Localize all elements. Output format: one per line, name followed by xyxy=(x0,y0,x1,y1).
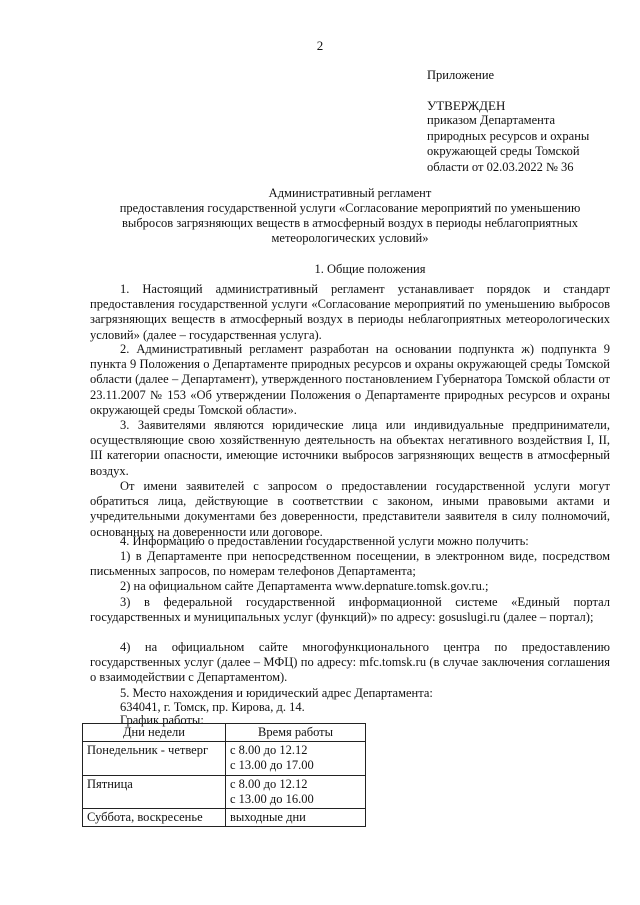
table-cell-day: Пятница xyxy=(83,775,226,808)
table-header-cell: Дни недели xyxy=(83,724,226,742)
table-cell-time xyxy=(226,775,366,808)
section-heading: 1. Общие положения xyxy=(314,262,426,276)
title-line: предоставления государственной услуги «Согласование мероприятий по уменьшению xyxy=(119,201,581,215)
approval-line: окружающей среды Томской xyxy=(427,144,580,158)
table-row xyxy=(83,809,366,827)
time-line: с 13.00 до 16.00 xyxy=(230,791,314,806)
time-line: с 8.00 до 12.12 xyxy=(230,743,308,758)
paragraph-7: 2) на официальном сайте Департамента www.depnature.tomsk.gov.ru.; xyxy=(120,579,489,593)
approval-line: приказом Департамента xyxy=(427,113,555,127)
page-number: 2 xyxy=(316,38,324,53)
paragraph-1: 1. Настоящий административный регламент устанавливает порядок и стандарт предоставления государственной услуги «Согласование мероприятий по уменьшению выбросов загрязняющих веществ в атмосферный воздух в периоды неблагоприятных метеорологических условий» (далее – государственная услуга). xyxy=(90,282,610,342)
title-line: метеорологических условий» xyxy=(271,231,429,245)
paragraph-5: 4. Информацию о предоставлении государственной услуги можно получить: xyxy=(120,534,529,548)
schedule-table xyxy=(82,723,366,827)
schedule-label: График работы: xyxy=(120,713,204,727)
table-cell-day: Суббота, воскресенье xyxy=(83,809,226,827)
approval-line: области от 02.03.2022 № 36 xyxy=(427,159,574,174)
paragraph-10: 5. Место нахождения и юридический адрес Департамента: xyxy=(120,686,433,700)
table-cell-time xyxy=(226,742,366,775)
paragraph-3: 3. Заявителями являются юридические лица или индивидуальные предприниматели, осуществляющие свою хозяйственную деятельность на объектах негативного воздействия I, II, III категории опасности, имеющие источники выбросов загрязняющих веществ в атмосферный воздух. xyxy=(90,418,610,478)
table-row xyxy=(83,742,366,775)
title-line: выбросов загрязняющих веществ в атмосферный воздух в периоды неблагоприятных xyxy=(122,216,578,230)
appendix-label: Приложение xyxy=(427,68,495,82)
document-title xyxy=(70,186,630,246)
table-header-row xyxy=(83,724,366,742)
address-line: 634041, г. Томск, пр. Кирова, д. 14. xyxy=(120,700,305,714)
table-cell-day: Понедельник - четверг xyxy=(83,742,226,775)
time-line: с 13.00 до 17.00 xyxy=(230,758,314,773)
time-line: с 8.00 до 12.12 xyxy=(230,776,308,791)
approval-line: природных ресурсов и охраны xyxy=(427,128,590,143)
paragraph-9: 4) на официальном сайте многофункционального центра по предоставлению государственных услуг (далее – МФЦ) по адресу: mfc.tomsk.ru (в случае заключения соглашения о взаимодействии с Департаментом). xyxy=(90,640,610,685)
approved-heading: УТВЕРЖДЕН xyxy=(427,98,506,113)
paragraph-2: 2. Административный регламент разработан на основании подпункта ж) подпункта 9 пункта 9 Положения о Департаменте природных ресурсов и охраны окружающей среды Томской области (далее – Департамент), утвержденного постановлением Губернатора Томской области от 23.11.2007 № 153 «Об утверждении Положения о Департаменте природных ресурсов и охраны окружающей среды Томской области». xyxy=(90,342,610,417)
paragraph-4: От имени заявителей с запросом о предоставлении государственной услуги могут обратиться лица, действующие в соответствии с законом, иными правовыми актами и учредительными документами без доверенности, представители заявителя в силу полномочий, основанных на доверенности или договоре. xyxy=(90,479,610,539)
table-cell-time: выходные дни xyxy=(226,809,366,827)
table-row xyxy=(83,775,366,808)
table-header-cell: Время работы xyxy=(226,724,366,742)
paragraph-6: 1) в Департаменте при непосредственном посещении, в электронном виде, посредством письменных запросов, по номерам телефонов Департамента; xyxy=(90,549,610,579)
approval-details xyxy=(427,113,589,175)
title-line: Административный регламент xyxy=(268,186,432,200)
paragraph-8: 3) в федеральной государственной информационной системе «Единый портал государственных и муниципальных услуг (функций)» по адресу: gosuslugi.ru (далее – портал); xyxy=(90,595,610,625)
